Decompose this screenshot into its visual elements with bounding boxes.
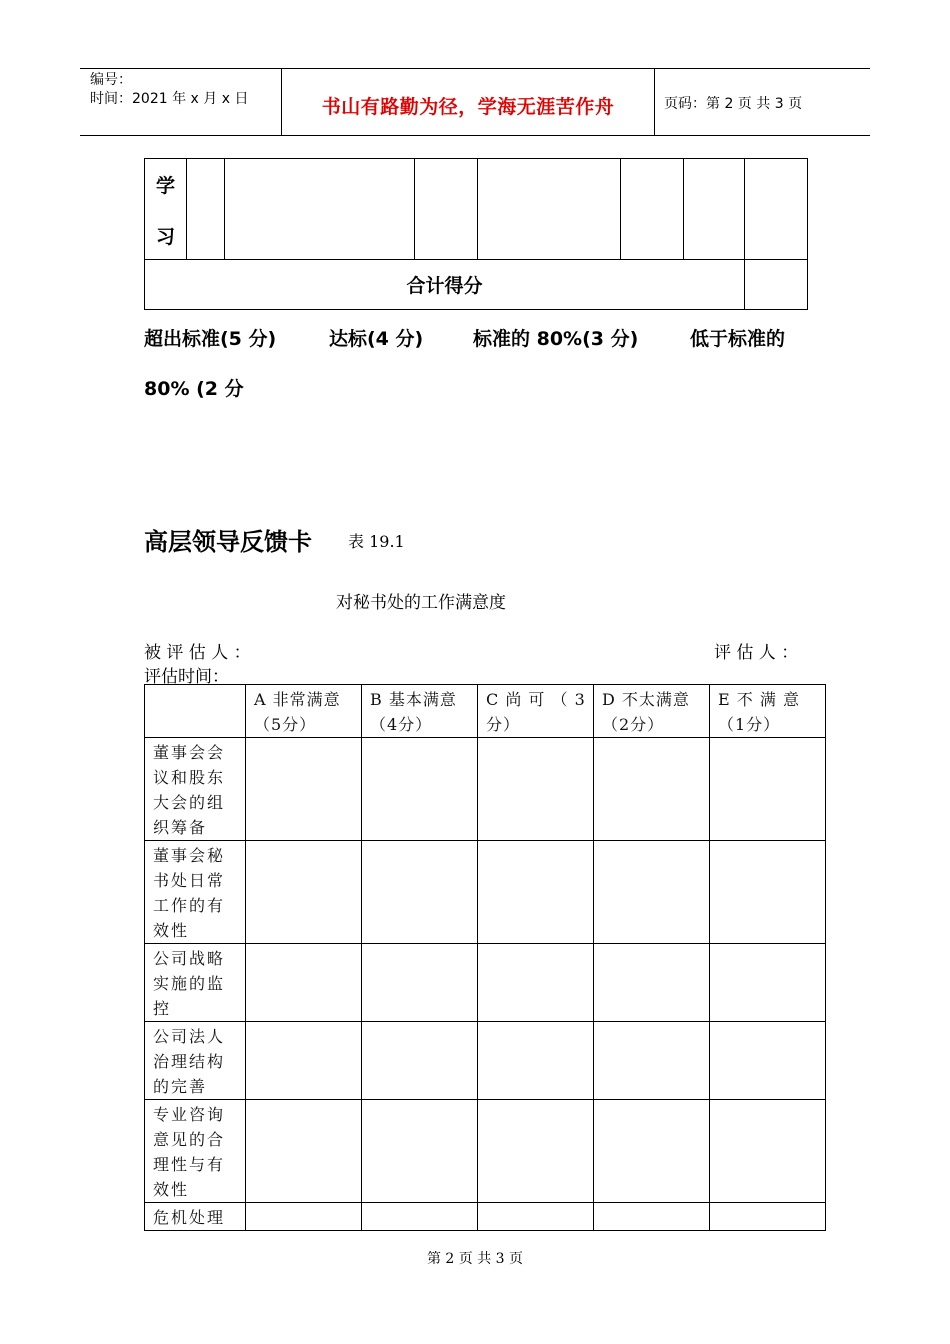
score-table — [144, 158, 808, 310]
rating-cell[interactable] — [362, 841, 478, 944]
column-header: E 不 满 意（1分） — [710, 685, 826, 738]
rating-cell[interactable] — [710, 841, 826, 944]
rating-cell[interactable] — [362, 738, 478, 841]
rating-cell[interactable] — [594, 1203, 710, 1231]
rating-cell[interactable] — [362, 944, 478, 1022]
scale-item: 超出标准(5 分) — [144, 328, 277, 350]
rating-cell[interactable] — [362, 1100, 478, 1203]
column-header: B 基本满意（4分） — [362, 685, 478, 738]
criteria-label: 董事会会议和股东大会的组织筹备 — [145, 738, 246, 841]
rating-cell[interactable] — [710, 738, 826, 841]
column-header: A 非常满意（5分） — [246, 685, 362, 738]
rating-cell[interactable] — [594, 944, 710, 1022]
table-row — [145, 159, 808, 260]
rating-cell[interactable] — [478, 1203, 594, 1231]
rating-cell[interactable] — [362, 1022, 478, 1100]
table-row — [145, 1100, 826, 1203]
rating-cell[interactable] — [710, 1203, 826, 1231]
evaluator-label: 评 估 人 ： — [714, 643, 799, 663]
document-number-label: 编号： — [90, 72, 132, 88]
table-row — [145, 260, 808, 310]
header-top-rule — [80, 68, 870, 69]
scale-item: 80% (2 分 — [144, 378, 244, 400]
criteria-label: 董事会秘书处日常工作的有效性 — [145, 841, 246, 944]
rating-cell[interactable] — [246, 944, 362, 1022]
rating-cell[interactable] — [478, 738, 594, 841]
score-cell[interactable] — [745, 159, 808, 260]
rating-cell[interactable] — [478, 841, 594, 944]
feedback-card-title: 高层领导反馈卡 — [144, 528, 312, 556]
table-row — [145, 738, 826, 841]
evaluatee-label: 被 评 估 人 ： — [144, 643, 251, 663]
criteria-label: 专业咨询意见的合理性与有效性 — [145, 1100, 246, 1203]
rating-cell[interactable] — [478, 944, 594, 1022]
scale-item: 标准的 80%(3 分) — [473, 328, 639, 350]
rating-cell[interactable] — [246, 1022, 362, 1100]
rating-cell[interactable] — [594, 738, 710, 841]
feedback-subtitle: 对秘书处的工作满意度 — [336, 593, 506, 613]
rating-cell[interactable] — [246, 1203, 362, 1231]
table-number: 表 19.1 — [348, 532, 405, 551]
document-time-label: 时间：2021 年 x 月 x 日 — [90, 91, 249, 107]
total-score-label: 合计得分 — [145, 260, 745, 310]
total-score-cell[interactable] — [745, 260, 808, 310]
scale-item: 低于标准的 — [690, 328, 786, 350]
rating-cell[interactable] — [246, 841, 362, 944]
rating-cell[interactable] — [478, 1100, 594, 1203]
column-header: D 不太满意（2分） — [594, 685, 710, 738]
score-cell[interactable] — [187, 159, 225, 260]
rating-cell[interactable] — [710, 1022, 826, 1100]
score-cell[interactable] — [478, 159, 621, 260]
column-header: C 尚 可 （ 3 分） — [478, 685, 594, 738]
rating-cell[interactable] — [478, 1022, 594, 1100]
evaluation-time-label: 评估时间： — [144, 667, 229, 687]
score-cell[interactable] — [621, 159, 684, 260]
score-cell[interactable] — [415, 159, 478, 260]
rating-cell[interactable] — [710, 944, 826, 1022]
rating-cell[interactable] — [362, 1203, 478, 1231]
table-row — [145, 944, 826, 1022]
row-label-char: 习 — [155, 226, 175, 248]
satisfaction-table — [144, 684, 826, 1231]
score-cell[interactable] — [225, 159, 415, 260]
criteria-label: 公司战略实施的监控 — [145, 944, 246, 1022]
score-cell[interactable] — [684, 159, 745, 260]
page-footer: 第 2 页 共 3 页 — [426, 1251, 524, 1267]
scale-item: 达标(4 分) — [329, 328, 424, 350]
rating-cell[interactable] — [594, 1100, 710, 1203]
criteria-label: 公司法人治理结构的完善 — [145, 1022, 246, 1100]
criteria-label: 危机处理 — [145, 1203, 246, 1231]
rating-cell[interactable] — [594, 841, 710, 944]
page-code: 页码：第 2 页 共 3 页 — [664, 96, 803, 112]
header-motto: 书山有路勤为径，学海无涯苦作舟 — [321, 96, 615, 118]
rating-cell[interactable] — [710, 1100, 826, 1203]
row-label-char: 学 — [155, 175, 175, 197]
header-bottom-rule — [80, 135, 870, 136]
header-empty-cell — [145, 685, 246, 738]
table-row — [145, 841, 826, 944]
header-divider — [654, 68, 655, 136]
table-row — [145, 1203, 826, 1231]
table-row — [145, 1022, 826, 1100]
rating-cell[interactable] — [246, 1100, 362, 1203]
study-row-label — [145, 159, 187, 260]
table-header-row — [145, 685, 826, 738]
rating-cell[interactable] — [594, 1022, 710, 1100]
rating-cell[interactable] — [246, 738, 362, 841]
